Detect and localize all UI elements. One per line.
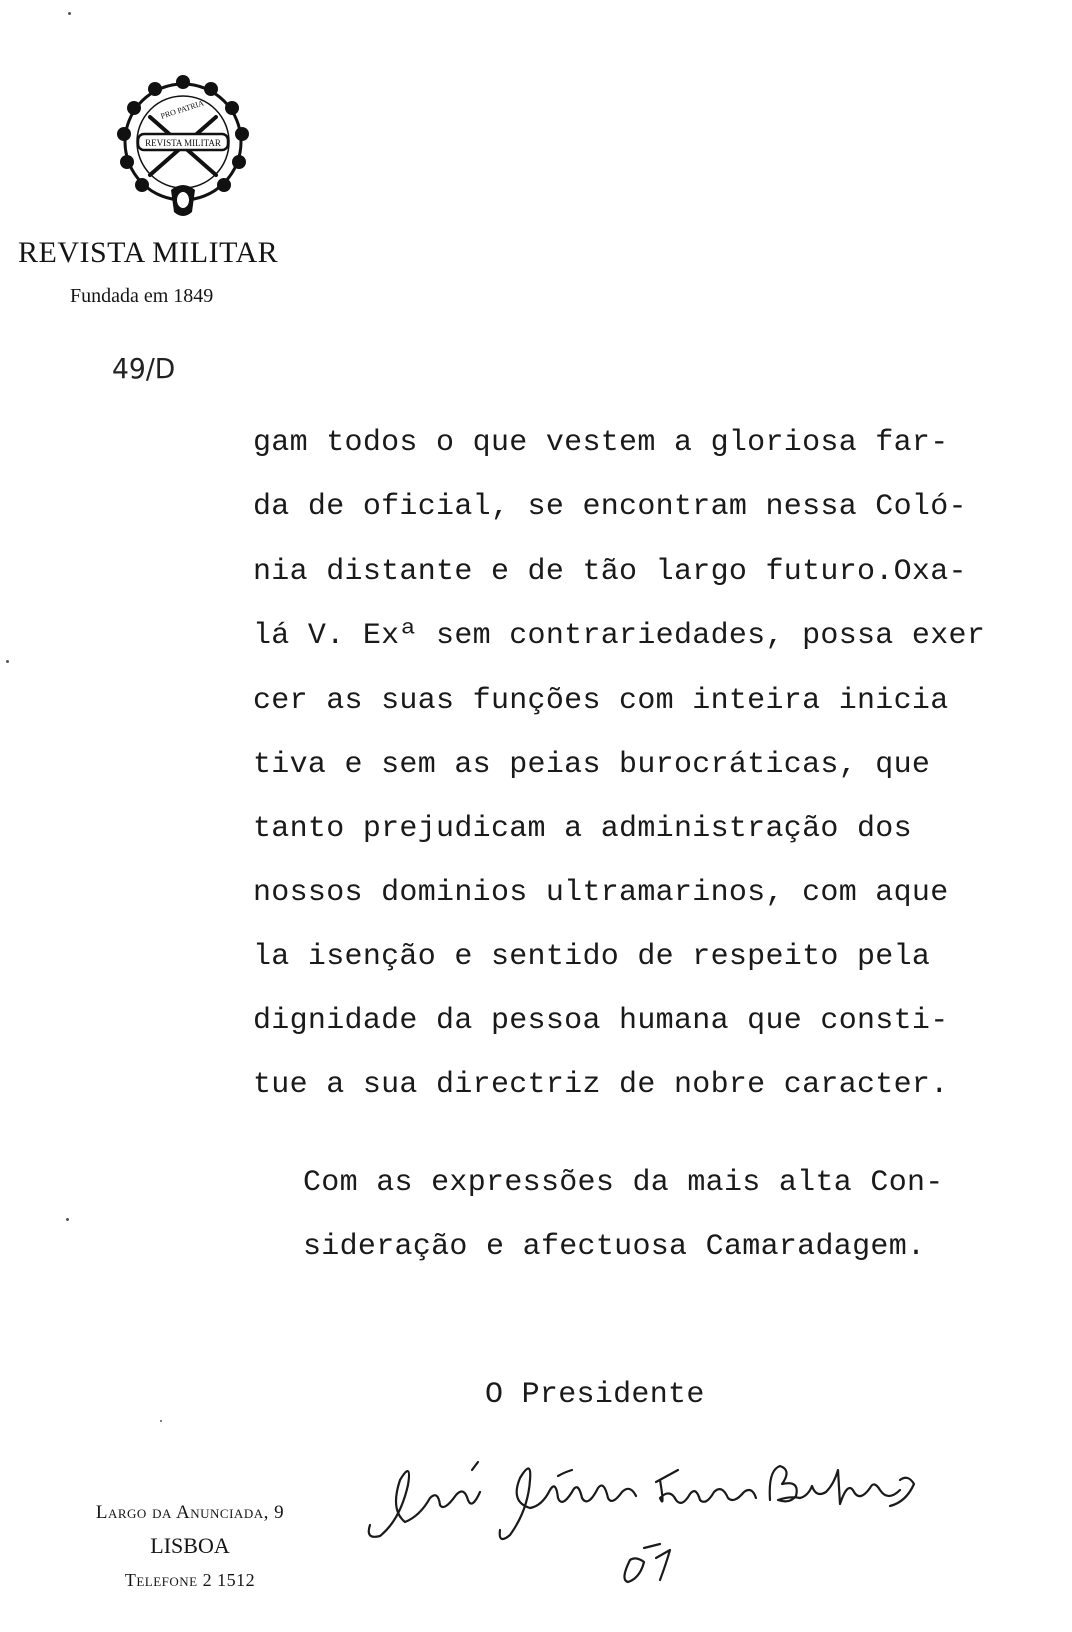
body-line: tiva e sem as peias burocráticas, que — [253, 748, 931, 782]
paper-speck — [6, 660, 9, 663]
body-line: dignidade da pessoa humana que consti- — [253, 1004, 949, 1038]
address-street: Largo da Anunciada, 9 — [95, 1502, 285, 1523]
address-city: LISBOA — [150, 1533, 230, 1558]
handwritten-signature — [360, 1440, 950, 1600]
paper-speck — [160, 1420, 162, 1422]
body-line: tue a sua directriz de nobre caracter. — [253, 1068, 949, 1102]
body-line: nossos dominios ultramarinos, com aque — [253, 876, 949, 910]
closing-line: Com as expressões da mais alta Con- — [303, 1166, 944, 1200]
organization-name: REVISTA MILITAR — [18, 236, 279, 269]
seal-band-text: REVISTA MILITAR — [145, 138, 221, 148]
body-line: da de oficial, se encontram nessa Coló- — [253, 490, 967, 524]
signatory-title: O Presidente — [485, 1378, 705, 1412]
revista-militar-seal-icon — [108, 72, 258, 222]
founded-year: Fundada em 1849 — [70, 285, 214, 307]
address-phone: Telefone 2 1512 — [124, 1570, 256, 1590]
paper-speck — [66, 1218, 69, 1221]
body-line: nia distante e de tão largo futuro.Oxa- — [253, 555, 967, 589]
body-line: cer as suas funções com inteira inicia — [253, 684, 949, 718]
seal-motto-text: PRO PATRIA — [159, 98, 205, 121]
closing-line: sideração e afectuosa Camaradagem. — [303, 1230, 926, 1264]
reference-number: 49/D — [112, 352, 176, 385]
body-line: lá V. Exª sem contrariedades, possa exer — [253, 619, 986, 653]
paper-speck — [68, 12, 71, 15]
body-line: tanto prejudicam a administração dos — [253, 812, 912, 846]
body-line: la isenção e sentido de respeito pela — [253, 940, 931, 974]
body-line: gam todos o que vestem a gloriosa far- — [253, 426, 949, 460]
